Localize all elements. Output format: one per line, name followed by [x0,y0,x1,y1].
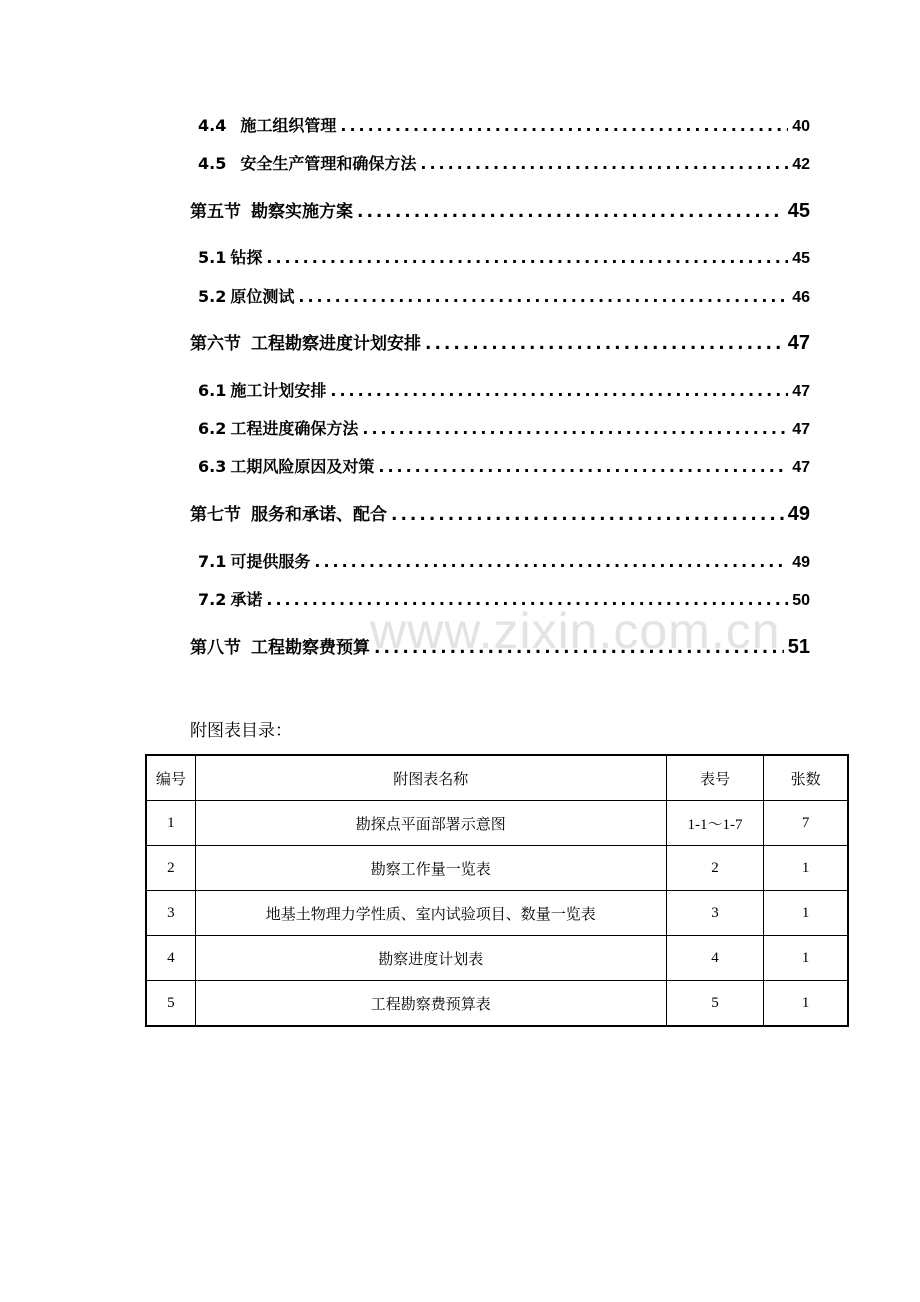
toc-number: 4.4 [198,116,227,135]
table-cell: 3 [666,891,764,936]
toc-page: 47 [792,421,810,438]
table-cell: 勘察进度计划表 [195,936,666,981]
table-cell: 3 [146,891,195,936]
toc-leader [425,334,784,354]
toc-page: 49 [792,554,810,571]
toc-entry[interactable] [198,113,810,136]
toc-title: 勘察实施方案 [251,202,353,222]
table-row [146,936,848,981]
toc-number: 第六节 [190,334,241,354]
toc-number: 第七节 [190,505,241,525]
column-header: 附图表名称 [195,755,666,801]
toc-title: 工期风险原因及对策 [230,457,375,476]
toc-title: 工程勘察费预算 [251,638,370,658]
table-cell: 1-1～1-7 [666,801,764,846]
toc-number: 6.3 [198,457,227,476]
toc-entry[interactable] [198,454,810,477]
table-cell: 勘察工作量一览表 [195,846,666,891]
table-cell: 4 [146,936,195,981]
toc-page: 45 [787,200,810,222]
toc-entry[interactable] [198,151,810,174]
toc-leader [314,552,788,571]
attachment-table [145,754,849,1027]
toc-entry[interactable] [198,245,810,268]
table-cell: 1 [146,801,195,846]
table-row [146,981,848,1027]
toc-title: 施工计划安排 [230,381,327,400]
table-cell: 4 [666,936,764,981]
toc-leader [330,381,788,400]
table-cell: 5 [666,981,764,1027]
watermark: www.zixin.com.cn [370,603,781,659]
toc-title: 可提供服务 [230,552,311,571]
toc-title: 安全生产管理和确保方法 [240,154,417,173]
toc-entry[interactable] [198,378,810,401]
toc-entry[interactable] [190,500,810,526]
toc-leader [378,457,788,476]
toc-page: 42 [792,156,810,173]
table-row [146,846,848,891]
toc-entry[interactable] [198,284,810,307]
table-cell: 1 [764,846,848,891]
table-cell: 7 [764,801,848,846]
attachment-list-title: 附图表目录： [190,721,292,740]
toc-page: 47 [792,383,810,400]
toc-title: 施工组织管理 [240,116,337,135]
toc-page: 47 [787,332,810,354]
toc-leader [266,248,788,267]
toc-page: 47 [792,459,810,476]
table-cell: 1 [764,936,848,981]
table-cell: 1 [764,981,848,1027]
column-header: 表号 [666,755,764,801]
table-row [146,801,848,846]
toc-title: 原位测试 [230,287,295,306]
toc-number: 7.1 [198,552,227,571]
toc-entry[interactable] [198,416,810,439]
toc-title: 工程勘察进度计划安排 [251,334,421,354]
toc-leader [357,202,784,222]
toc-page: 51 [787,636,810,658]
table-cell: 2 [146,846,195,891]
column-header: 张数 [764,755,848,801]
toc-leader [420,154,788,173]
table-cell: 2 [666,846,764,891]
toc-number: 6.2 [198,419,227,438]
table-row [146,891,848,936]
toc-title: 服务和承诺、配合 [251,505,387,525]
column-header: 编号 [146,755,195,801]
toc-entry[interactable] [190,329,810,355]
toc-number: 6.1 [198,381,227,400]
toc-number: 5.2 [198,287,227,306]
toc-number: 第八节 [190,638,241,658]
table-cell: 勘探点平面部署示意图 [195,801,666,846]
toc-leader [298,287,788,306]
toc-number: 4.5 [198,154,227,173]
toc-number: 5.1 [198,248,227,267]
toc-title: 承诺 [230,590,263,609]
toc-entry[interactable] [198,549,810,572]
table-header-row [146,755,848,801]
toc-number: 7.2 [198,590,227,609]
table-cell: 地基土物理力学性质、室内试验项目、数量一览表 [195,891,666,936]
toc-page: 49 [787,503,810,525]
toc-leader [362,419,788,438]
toc-leader [340,116,788,135]
toc-leader [391,505,784,525]
table-cell: 5 [146,981,195,1027]
toc-page: 45 [792,250,810,267]
toc-page: 46 [792,289,810,306]
toc-title: 钻探 [230,248,263,267]
table-cell: 1 [764,891,848,936]
toc-number: 第五节 [190,202,241,222]
toc-entry[interactable] [190,197,810,223]
toc-title: 工程进度确保方法 [230,419,359,438]
table-cell: 工程勘察费预算表 [195,981,666,1027]
toc-page: 40 [792,118,810,135]
toc-page: 50 [792,592,810,609]
